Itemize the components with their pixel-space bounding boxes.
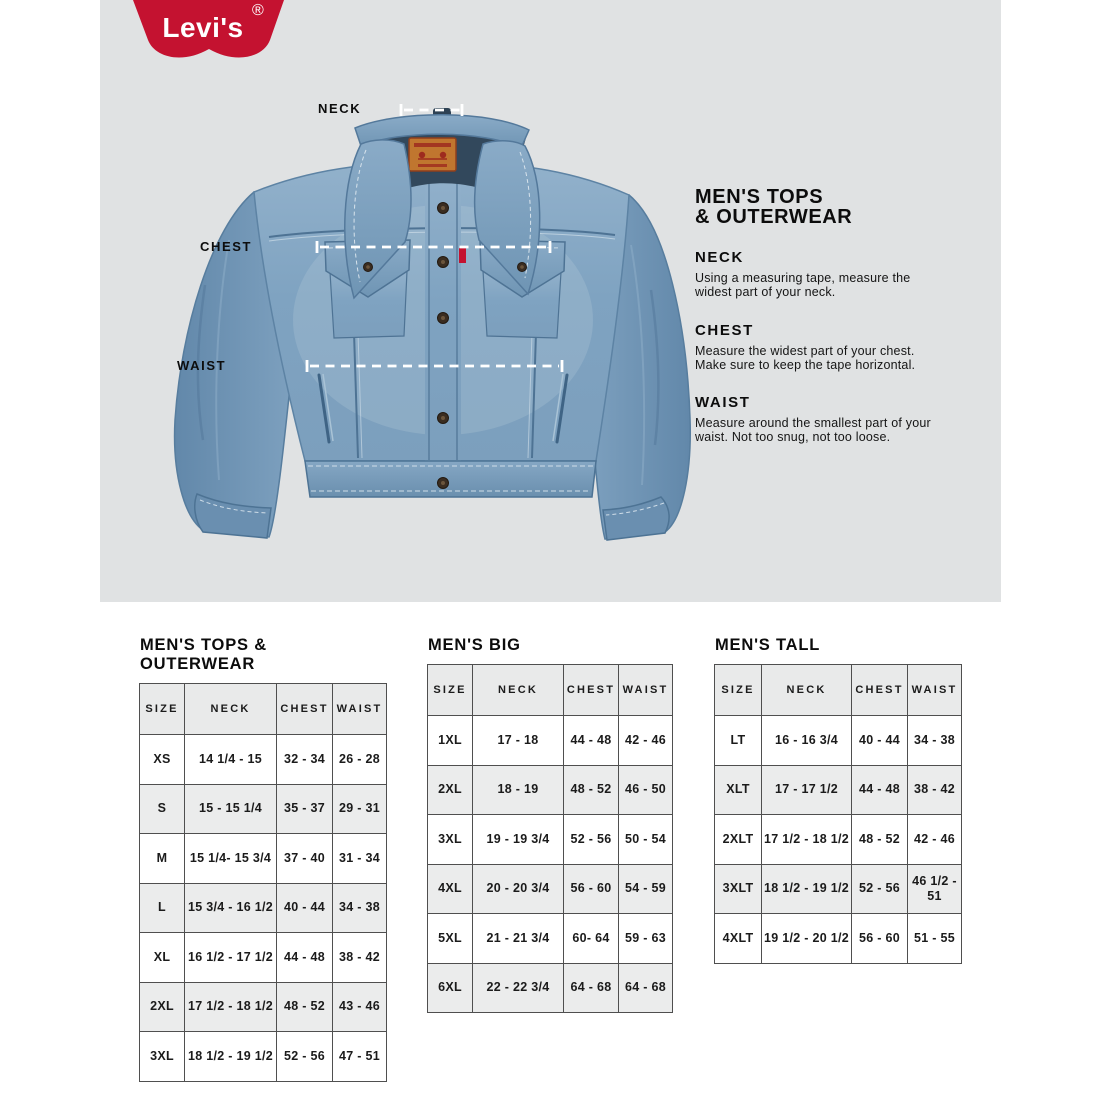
column-header: WAIST <box>333 684 387 735</box>
levis-logo <box>131 0 286 64</box>
table-cell: 16 1/2 - 17 1/2 <box>185 933 277 983</box>
waist-section-title: WAIST <box>695 394 751 412</box>
column-header: NECK <box>473 665 564 716</box>
table-cell: XS <box>140 735 185 785</box>
table-row <box>140 982 387 1032</box>
table-cell: L <box>140 883 185 933</box>
table-cell: 14 1/4 - 15 <box>185 735 277 785</box>
size-instructions <box>695 188 935 445</box>
table-row <box>715 914 962 964</box>
table-cell: 15 1/4- 15 3/4 <box>185 834 277 884</box>
table-row <box>140 933 387 983</box>
table-title: MEN'S TOPS & OUTERWEAR <box>140 636 267 673</box>
column-header: SIZE <box>140 684 185 735</box>
table-cell: 38 - 42 <box>333 933 387 983</box>
table-cell: 48 - 52 <box>564 765 619 815</box>
table-cell: 4XLT <box>715 914 762 964</box>
column-header: WAIST <box>619 665 673 716</box>
table-cell: 17 1/2 - 18 1/2 <box>762 815 852 865</box>
table-cell: 2XL <box>140 982 185 1032</box>
levis-red-tab <box>459 248 466 263</box>
table-cell: 4XL <box>428 864 473 914</box>
table-cell: 26 - 28 <box>333 735 387 785</box>
levis-wordmark: Levi's <box>162 12 244 43</box>
table-cell: 3XL <box>140 1032 185 1082</box>
table-cell: M <box>140 834 185 884</box>
column-header: CHEST <box>564 665 619 716</box>
table-row <box>140 883 387 933</box>
waist-label: WAIST <box>177 358 227 373</box>
table-row <box>428 815 673 865</box>
table-cell: 22 - 22 3/4 <box>473 963 564 1013</box>
table-cell: 52 - 56 <box>564 815 619 865</box>
table-cell: 18 1/2 - 19 1/2 <box>762 864 852 914</box>
table-cell: 54 - 59 <box>619 864 673 914</box>
chest-section-title: CHEST <box>695 321 754 339</box>
size-table-tops-outerwear <box>139 636 387 1082</box>
table-cell: 43 - 46 <box>333 982 387 1032</box>
table-cell: 17 - 17 1/2 <box>762 765 852 815</box>
table-cell: 32 - 34 <box>277 735 333 785</box>
column-header: NECK <box>185 684 277 735</box>
table-cell: 64 - 68 <box>619 963 673 1013</box>
table-cell: 52 - 56 <box>277 1032 333 1082</box>
table-header-row <box>428 665 673 716</box>
table-cell: 44 - 48 <box>277 933 333 983</box>
levis-patch <box>409 138 456 171</box>
table-row <box>140 1032 387 1082</box>
table-title: MEN'S TALL <box>715 636 821 654</box>
table-cell: 15 - 15 1/4 <box>185 784 277 834</box>
table-cell: 19 - 19 3/4 <box>473 815 564 865</box>
table-cell: 15 3/4 - 16 1/2 <box>185 883 277 933</box>
table-row <box>428 864 673 914</box>
table-cell: 46 - 50 <box>619 765 673 815</box>
table-cell: 6XL <box>428 963 473 1013</box>
neck-label: NECK <box>318 101 362 116</box>
table-cell: 29 - 31 <box>333 784 387 834</box>
table-cell: 17 - 18 <box>473 716 564 766</box>
size-table-tall <box>714 636 962 964</box>
table-row <box>428 914 673 964</box>
size-chart-table <box>427 664 673 1013</box>
table-cell: 18 - 19 <box>473 765 564 815</box>
table-cell: 42 - 46 <box>619 716 673 766</box>
table-cell: 64 - 68 <box>564 963 619 1013</box>
table-cell: 17 1/2 - 18 1/2 <box>185 982 277 1032</box>
column-header: CHEST <box>852 665 908 716</box>
table-row <box>715 765 962 815</box>
table-cell: 48 - 52 <box>277 982 333 1032</box>
waist-section-text: Measure around the smallest part of your waist. Not too snug, not too loose. <box>695 416 931 445</box>
table-row <box>715 815 962 865</box>
neck-section-text: Using a measuring tape, measure the widest part of your neck. <box>695 271 911 300</box>
table-cell: 47 - 51 <box>333 1032 387 1082</box>
table-cell: 46 1/2 - 51 <box>908 864 962 914</box>
size-table-big <box>427 636 673 1013</box>
table-header-row <box>140 684 387 735</box>
column-header: NECK <box>762 665 852 716</box>
table-cell: 21 - 21 3/4 <box>473 914 564 964</box>
table-row <box>715 864 962 914</box>
table-cell: 34 - 38 <box>333 883 387 933</box>
registered-mark-icon: ® <box>252 2 264 19</box>
table-cell: 50 - 54 <box>619 815 673 865</box>
table-cell: LT <box>715 716 762 766</box>
table-cell: XL <box>140 933 185 983</box>
table-cell: 34 - 38 <box>908 716 962 766</box>
table-row <box>715 716 962 766</box>
table-cell: 2XL <box>428 765 473 815</box>
table-cell: XLT <box>715 765 762 815</box>
hero-heading-line1: MEN'S TOPS <box>695 186 824 208</box>
table-cell: 20 - 20 3/4 <box>473 864 564 914</box>
table-cell: 44 - 48 <box>564 716 619 766</box>
hero-heading-line2: & OUTERWEAR <box>695 205 853 228</box>
table-cell: 40 - 44 <box>852 716 908 766</box>
table-cell: 19 1/2 - 20 1/2 <box>762 914 852 964</box>
hero-panel <box>100 0 1001 602</box>
chest-label: CHEST <box>200 239 253 254</box>
table-cell: 5XL <box>428 914 473 964</box>
column-header: SIZE <box>715 665 762 716</box>
table-row <box>428 765 673 815</box>
column-header: WAIST <box>908 665 962 716</box>
table-cell: S <box>140 784 185 834</box>
table-cell: 59 - 63 <box>619 914 673 964</box>
table-cell: 1XL <box>428 716 473 766</box>
table-cell: 60- 64 <box>564 914 619 964</box>
table-cell: 51 - 55 <box>908 914 962 964</box>
table-cell: 18 1/2 - 19 1/2 <box>185 1032 277 1082</box>
table-cell: 38 - 42 <box>908 765 962 815</box>
table-cell: 37 - 40 <box>277 834 333 884</box>
jacket-waistband <box>305 461 596 497</box>
table-cell: 3XLT <box>715 864 762 914</box>
table-cell: 52 - 56 <box>852 864 908 914</box>
table-cell: 56 - 60 <box>852 914 908 964</box>
table-cell: 56 - 60 <box>564 864 619 914</box>
table-row <box>140 784 387 834</box>
neck-section-title: NECK <box>695 249 744 266</box>
size-chart-table <box>139 683 387 1082</box>
table-title: MEN'S BIG <box>428 636 521 654</box>
table-row <box>140 834 387 884</box>
table-cell: 35 - 37 <box>277 784 333 834</box>
table-cell: 42 - 46 <box>908 815 962 865</box>
table-cell: 3XL <box>428 815 473 865</box>
table-row <box>140 735 387 785</box>
hero-heading <box>695 188 935 227</box>
table-row <box>428 963 673 1013</box>
table-cell: 31 - 34 <box>333 834 387 884</box>
table-cell: 44 - 48 <box>852 765 908 815</box>
column-header: CHEST <box>277 684 333 735</box>
table-cell: 2XLT <box>715 815 762 865</box>
table-cell: 16 - 16 3/4 <box>762 716 852 766</box>
size-chart-table <box>714 664 962 964</box>
table-header-row <box>715 665 962 716</box>
table-cell: 40 - 44 <box>277 883 333 933</box>
table-cell: 48 - 52 <box>852 815 908 865</box>
table-row <box>428 716 673 766</box>
chest-section-text: Measure the widest part of your chest. Make sure to keep the tape horizontal. <box>695 343 916 372</box>
column-header: SIZE <box>428 665 473 716</box>
denim-jacket-image <box>159 80 699 560</box>
